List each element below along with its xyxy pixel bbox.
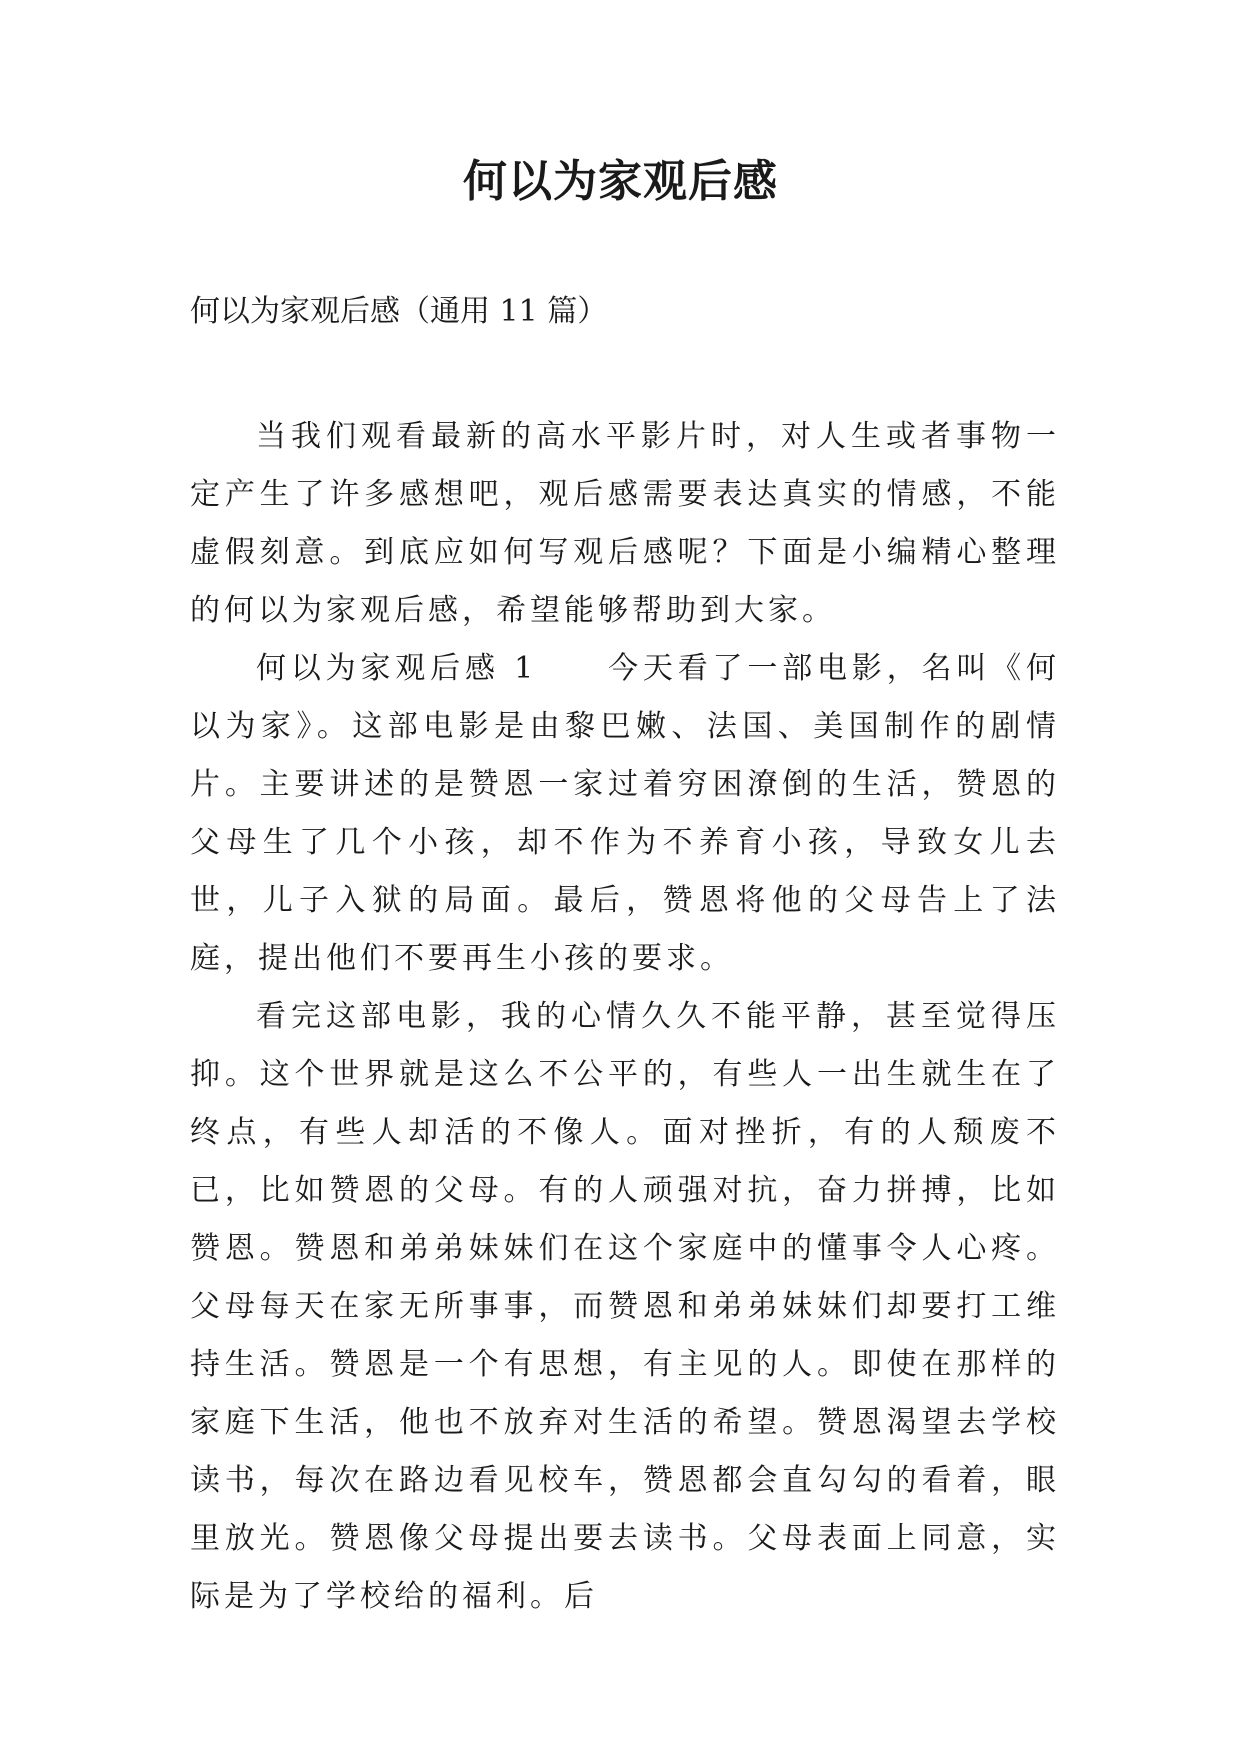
section-1-text: 今天看了一部电影，名叫《何以为家》。这部电影是由黎巴嫩、法国、美国制作的剧情片。主要讲述的是赞恩一家过着穷困潦倒的生活，赞恩的父母生了几个小孩，却不作为不养育小孩，导致女儿去世，儿子入狱的局面。最后，赞恩将他的父母告上了法庭，提出他们不要再生小孩的要求。 [190,651,1061,976]
document-title: 何以为家观后感 [463,156,778,207]
document-subtitle: 何以为家观后感（通用 11 篇） [190,294,608,329]
section-1-paragraph [190,640,1060,988]
document-body [190,408,1060,1626]
section-1-heading: 何以为家观后感 1 [256,651,538,686]
intro-paragraph: 当我们观看最新的高水平影片时，对人生或者事物一定产生了许多感想吧，观后感需要表达真实的情感，不能虚假刻意。到底应如何写观后感呢？下面是小编精心整理的何以为家观后感，希望能够帮助到大家。 [190,419,1060,628]
body-paragraph: 看完这部电影，我的心情久久不能平静，甚至觉得压抑。这个世界就是这么不公平的，有些人一出生就生在了终点，有些人却活的不像人。面对挫折，有的人颓废不已，比如赞恩的父母。有的人顽强对抗，奋力拼搏，比如赞恩。赞恩和弟弟妹妹们在这个家庭中的懂事令人心疼。父母每天在家无所事事，而赞恩和弟弟妹妹们却要打工维持生活。赞恩是一个有思想，有主见的人。即使在那样的家庭下生活，他也不放弃对生活的希望。赞恩渴望去学校读书，每次在路边看见校车，赞恩都会直勾勾的看着，眼里放光。赞恩像父母提出要去读书。父母表面上同意，实际是为了学校给的福利。后 [190,999,1060,1614]
